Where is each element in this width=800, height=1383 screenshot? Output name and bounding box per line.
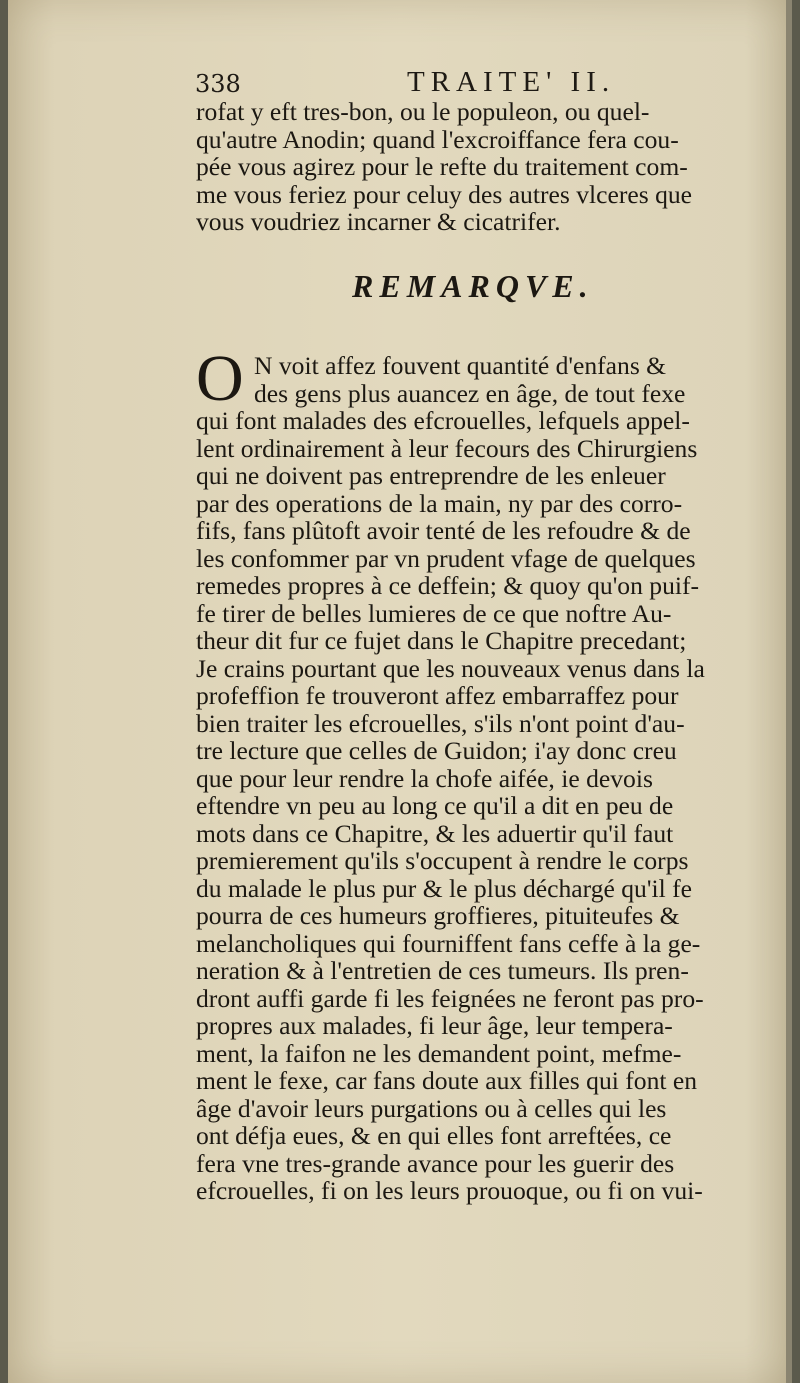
text-line: qui font malades des efcrouelles, lefquels appel-	[196, 406, 690, 435]
text-line: tre lecture que celles de Guidon; i'ay donc creu	[196, 736, 677, 765]
text-line: Je crains pourtant que les nouveaux venus dans la	[196, 653, 705, 683]
text-line: les confommer par vn prudent vfage de quelques	[196, 543, 696, 573]
text-line: pée vous agirez pour le refte du traitement com-	[196, 152, 688, 181]
text-line: me vous feriez pour celuy des autres vlceres que	[196, 179, 693, 209]
text-line: lent ordinairement à leur fecours des Chirurgiens	[196, 433, 698, 463]
text-line: fifs, fans plûtoft avoir tenté de les refoudre & de	[196, 516, 691, 545]
text-line: neration & à l'entretien de ces tumeurs. Ils pren-	[196, 956, 689, 985]
text-line: melancholiques qui fourniffent fans ceffe à la ge-	[196, 928, 701, 958]
text-line: efcrouelles, fi on les leurs prouoque, ou fi on vui-	[196, 1176, 703, 1205]
remarque-paragraph	[196, 352, 776, 1205]
text-line: qui ne doivent pas entreprendre de les enleuer	[196, 461, 666, 490]
text-line: par des operations de la main, ny par des corro-	[196, 488, 683, 518]
page-edge	[786, 0, 792, 1383]
text-line: ment le fexe, car fans doute aux filles qui font en	[196, 1066, 698, 1095]
text-line: theur dit fur ce fujet dans le Chapitre precedant;	[196, 626, 687, 655]
text-line: qu'autre Anodin; quand l'excroiffance fera cou-	[196, 124, 679, 154]
text-line: âge d'avoir leurs purgations ou à celles qui les	[196, 1093, 667, 1123]
text-line: propres aux malades, fi leur âge, leur tempera-	[196, 1011, 673, 1040]
text-line: eftendre vn peu au long ce qu'il a dit en peu de	[196, 791, 674, 820]
text-line: des gens plus auancez en âge, de tout fexe	[254, 378, 686, 408]
intro-text	[196, 98, 776, 236]
page-number: 338	[195, 70, 241, 98]
text-line: vous voudriez incarner & cicatrifer.	[196, 207, 561, 236]
text-line: premierement qu'ils s'occupent à rendre le corps	[196, 846, 689, 875]
running-title: TRAITE' II.	[407, 66, 616, 98]
text-line: fera vne tres-grande avance pour les guerir des	[196, 1148, 675, 1178]
text-line: que pour leur rendre la chofe aifée, ie devois	[196, 763, 653, 793]
text-line: fe tirer de belles lumieres de ce que noftre Au-	[196, 598, 672, 628]
section-title: REMARQVE.	[352, 268, 594, 304]
text-line: du malade le plus pur & le plus déchargé qu'il fe	[196, 873, 692, 903]
text-line: N voit affez fouvent quantité d'enfans &	[254, 351, 667, 380]
text-line: dront auffi garde fi les feignées ne feront pas pro-	[196, 983, 704, 1013]
drop-cap: O	[196, 342, 244, 415]
text-line: mots dans ce Chapitre, & les aduertir qu'il faut	[196, 818, 674, 848]
page-header	[195, 62, 755, 102]
text-line: rofat y eft tres-bon, ou le populeon, ou quel-	[196, 97, 650, 126]
text-line: profeffion fe trouveront affez embarraffez pour	[196, 681, 679, 710]
text-line: ment, la faifon ne les demandent point, mefme-	[196, 1038, 682, 1068]
text-line: ont défja eues, & en qui elles font arreftées, ce	[196, 1121, 672, 1150]
text-line: pourra de ces humeurs groffieres, pituiteufes &	[196, 901, 680, 930]
text-line: bien traiter les efcrouelles, s'ils n'ont point d'au-	[196, 708, 685, 738]
text-line: remedes propres à ce deffein; & quoy qu'on puif-	[196, 571, 700, 600]
